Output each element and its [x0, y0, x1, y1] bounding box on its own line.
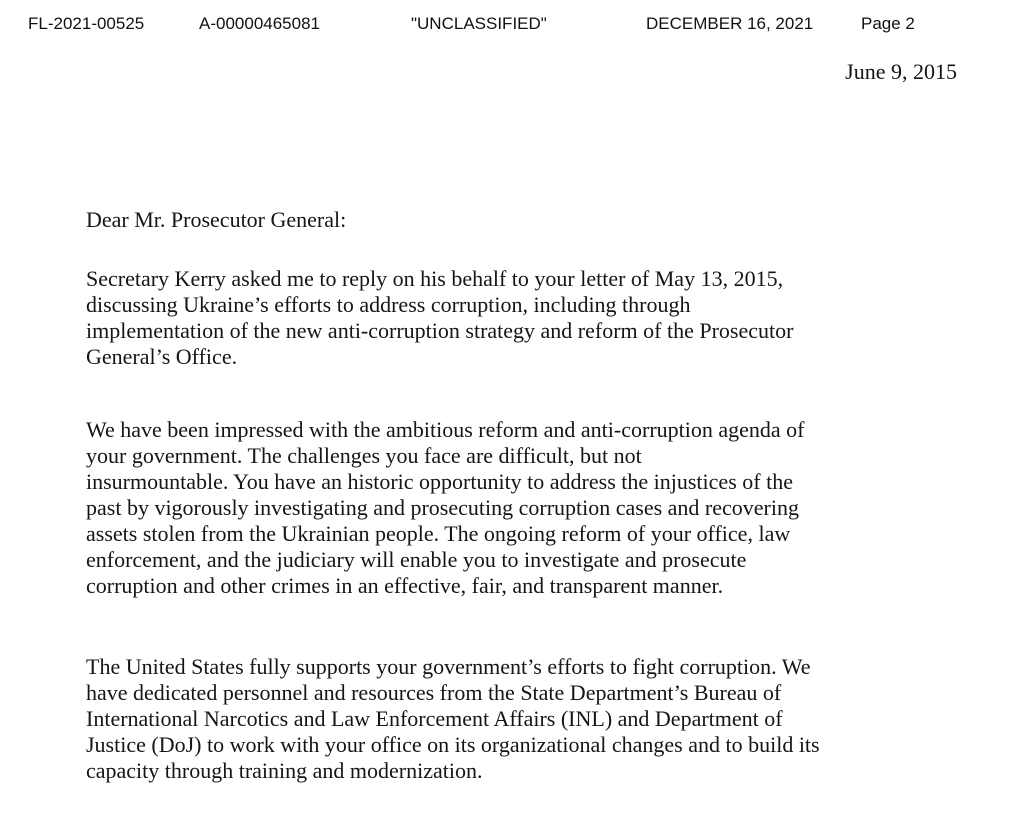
paragraph: [86, 266, 986, 370]
text-line: assets stolen from the Ukrainian people. The ongoing reform of your office, law: [86, 521, 791, 546]
text-line: implementation of the new anti-corruption strategy and reform of the Prosecutor: [86, 318, 794, 343]
document-id: A-00000465081: [199, 14, 321, 33]
text-line: discussing Ukraine’s efforts to address corruption, including through: [86, 292, 691, 317]
text-line: have dedicated personnel and resources from the State Department’s Bureau of: [86, 680, 782, 705]
text-line: The United States fully supports your government’s efforts to fight corruption. We: [86, 654, 811, 679]
text-line: We have been impressed with the ambitious reform and anti-corruption agenda of: [86, 417, 805, 442]
letter-date: June 9, 2015: [845, 59, 957, 84]
text-line: past by vigorously investigating and prosecuting corruption cases and recovering: [86, 495, 799, 520]
text-line: enforcement, and the judiciary will enable you to investigate and prosecute: [86, 547, 747, 572]
release-date: DECEMBER 16, 2021: [646, 14, 814, 33]
text-line: capacity through training and modernization.: [86, 758, 483, 783]
text-line: corruption and other crimes in an effective, fair, and transparent manner.: [86, 573, 724, 598]
text-line: General’s Office.: [86, 344, 238, 369]
text-line: insurmountable. You have an historic opportunity to address the injustices of the: [86, 469, 793, 494]
text-line: Justice (DoJ) to work with your office on its organizational changes and to build its: [86, 732, 820, 757]
text-line: International Narcotics and Law Enforcement Affairs (INL) and Department of: [86, 706, 783, 731]
salutation: Dear Mr. Prosecutor General:: [86, 207, 347, 232]
case-number: FL-2021-00525: [28, 14, 145, 33]
text-line: Secretary Kerry asked me to reply on his behalf to your letter of May 13, 2015,: [86, 266, 784, 291]
paragraph: [86, 417, 986, 599]
text-line: your government. The challenges you face are difficult, but not: [86, 443, 642, 468]
paragraph: [86, 654, 986, 784]
classification-marking: "UNCLASSIFIED": [411, 14, 547, 33]
page-number: Page 2: [861, 14, 915, 33]
